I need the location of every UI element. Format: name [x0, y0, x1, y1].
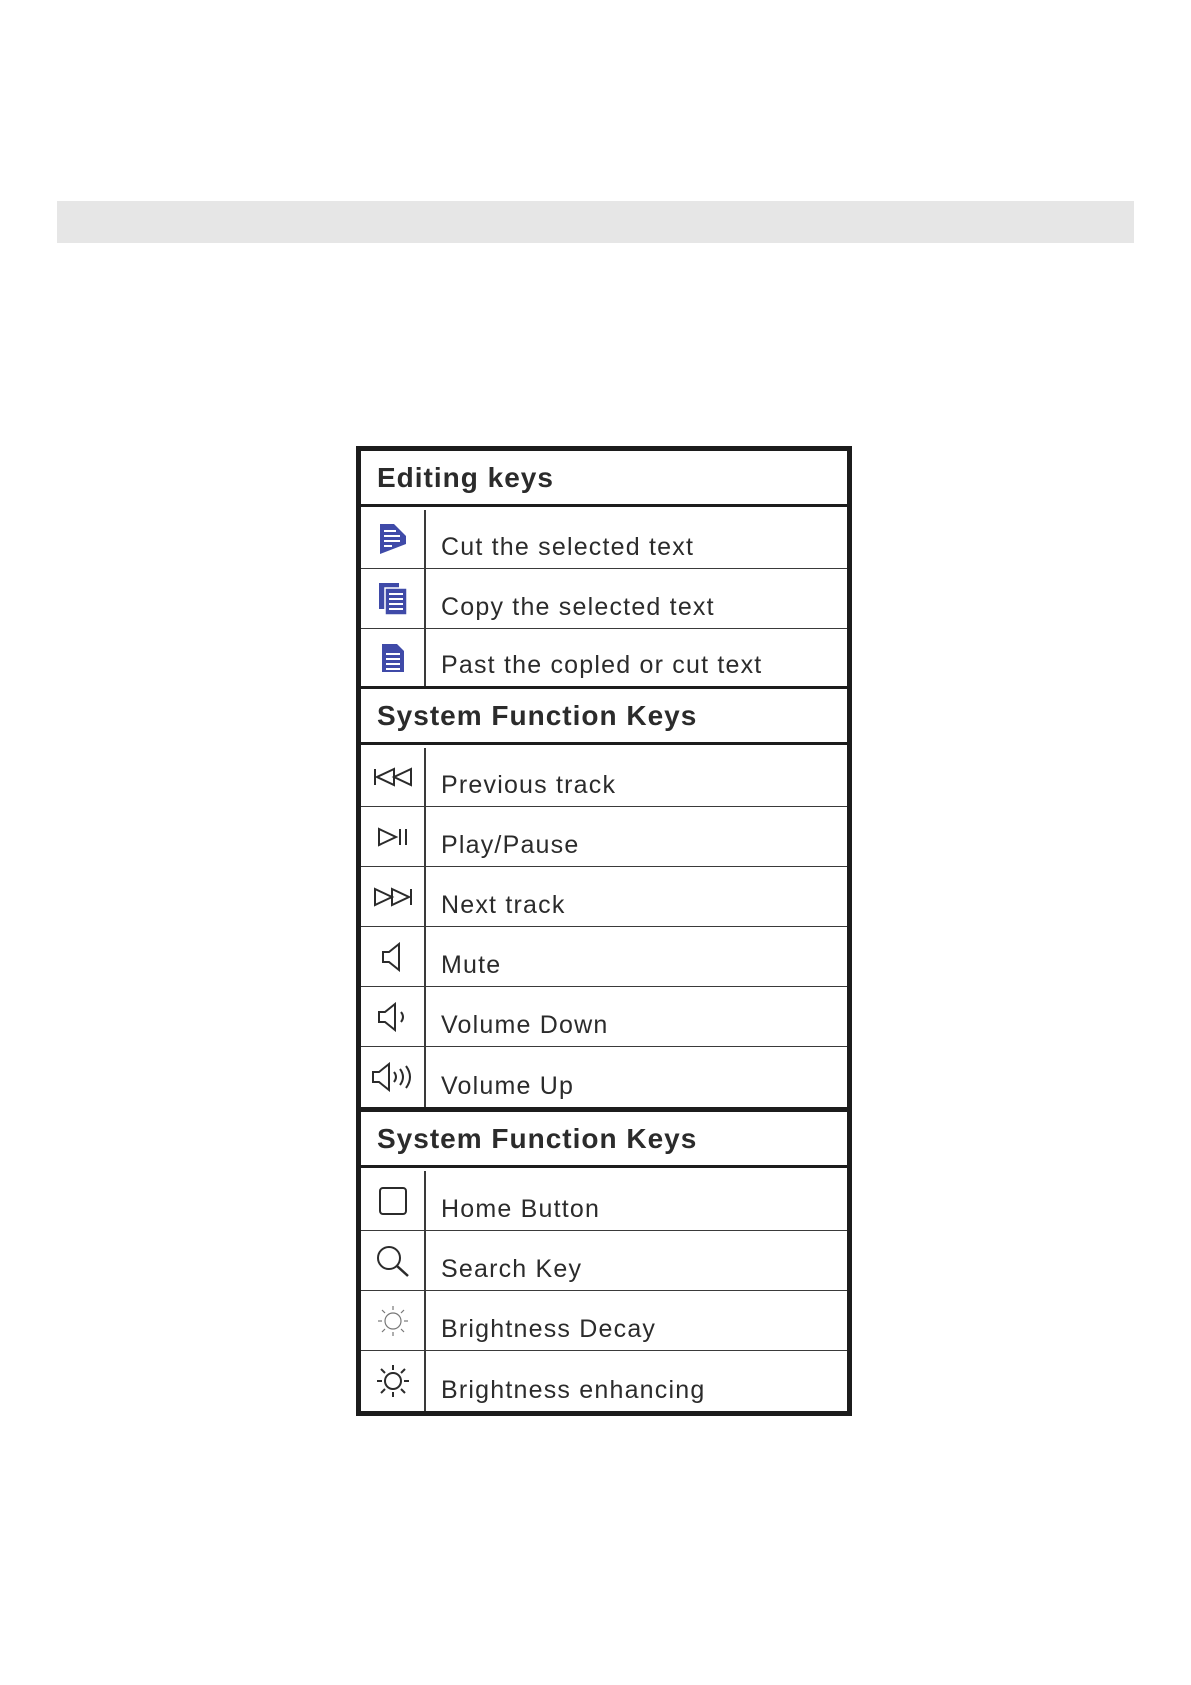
- row-label: Volume Up: [441, 1072, 575, 1100]
- previous-track-icon: [372, 767, 414, 787]
- row-label: Play/Pause: [441, 831, 580, 859]
- table-row: [361, 1047, 847, 1107]
- brightness-decay-icon: [375, 1303, 411, 1339]
- table-row: [361, 510, 847, 569]
- table-row: [361, 927, 847, 987]
- icon-cell: [361, 629, 426, 686]
- row-label: Mute: [441, 951, 502, 979]
- row-label: Cut the selected text: [441, 533, 695, 561]
- icon-cell: [361, 807, 426, 866]
- play-pause-icon: [376, 827, 410, 847]
- row-label: Past the copled or cut text: [441, 651, 763, 679]
- table-row: [361, 569, 847, 629]
- row-label: Brightness enhancing: [441, 1376, 706, 1404]
- volume-up-icon: [370, 1062, 416, 1092]
- icon-cell: [361, 569, 426, 628]
- table-row: [361, 1171, 847, 1231]
- home-button-icon: [378, 1186, 408, 1216]
- row-label: Home Button: [441, 1195, 601, 1223]
- search-icon: [375, 1244, 411, 1278]
- table-row: [361, 1291, 847, 1351]
- icon-cell: [361, 1171, 426, 1230]
- icon-cell: [361, 510, 426, 568]
- table-row: [361, 867, 847, 927]
- next-track-icon: [372, 887, 414, 907]
- icon-cell: [361, 748, 426, 806]
- function-keys-table: [356, 446, 852, 1416]
- row-label: Next track: [441, 891, 566, 919]
- cut-icon: [378, 522, 408, 556]
- table-row: [361, 748, 847, 807]
- section-heading-editing-keys: Editing keys: [361, 451, 847, 507]
- row-label: Copy the selected text: [441, 593, 715, 621]
- volume-down-icon: [376, 1002, 410, 1032]
- icon-cell: [361, 1231, 426, 1290]
- brightness-enhancing-icon: [375, 1363, 411, 1399]
- mute-icon: [380, 942, 406, 972]
- row-label: Brightness Decay: [441, 1315, 657, 1343]
- header-bar: [57, 201, 1134, 243]
- table-row: [361, 629, 847, 686]
- table-row: [361, 1231, 847, 1291]
- table-row: [361, 807, 847, 867]
- row-label: Volume Down: [441, 1011, 609, 1039]
- table-row: [361, 1351, 847, 1411]
- row-label: Previous track: [441, 771, 617, 799]
- paste-icon: [380, 642, 406, 674]
- icon-cell: [361, 987, 426, 1046]
- icon-cell: [361, 1047, 426, 1107]
- icon-cell: [361, 927, 426, 986]
- section-heading-system-function-keys: System Function Keys: [361, 1112, 847, 1168]
- section-heading-system-function-keys: System Function Keys: [361, 689, 847, 745]
- icon-cell: [361, 1351, 426, 1411]
- copy-icon: [377, 581, 409, 617]
- row-label: Search Key: [441, 1255, 583, 1283]
- icon-cell: [361, 1291, 426, 1350]
- table-row: [361, 987, 847, 1047]
- icon-cell: [361, 867, 426, 926]
